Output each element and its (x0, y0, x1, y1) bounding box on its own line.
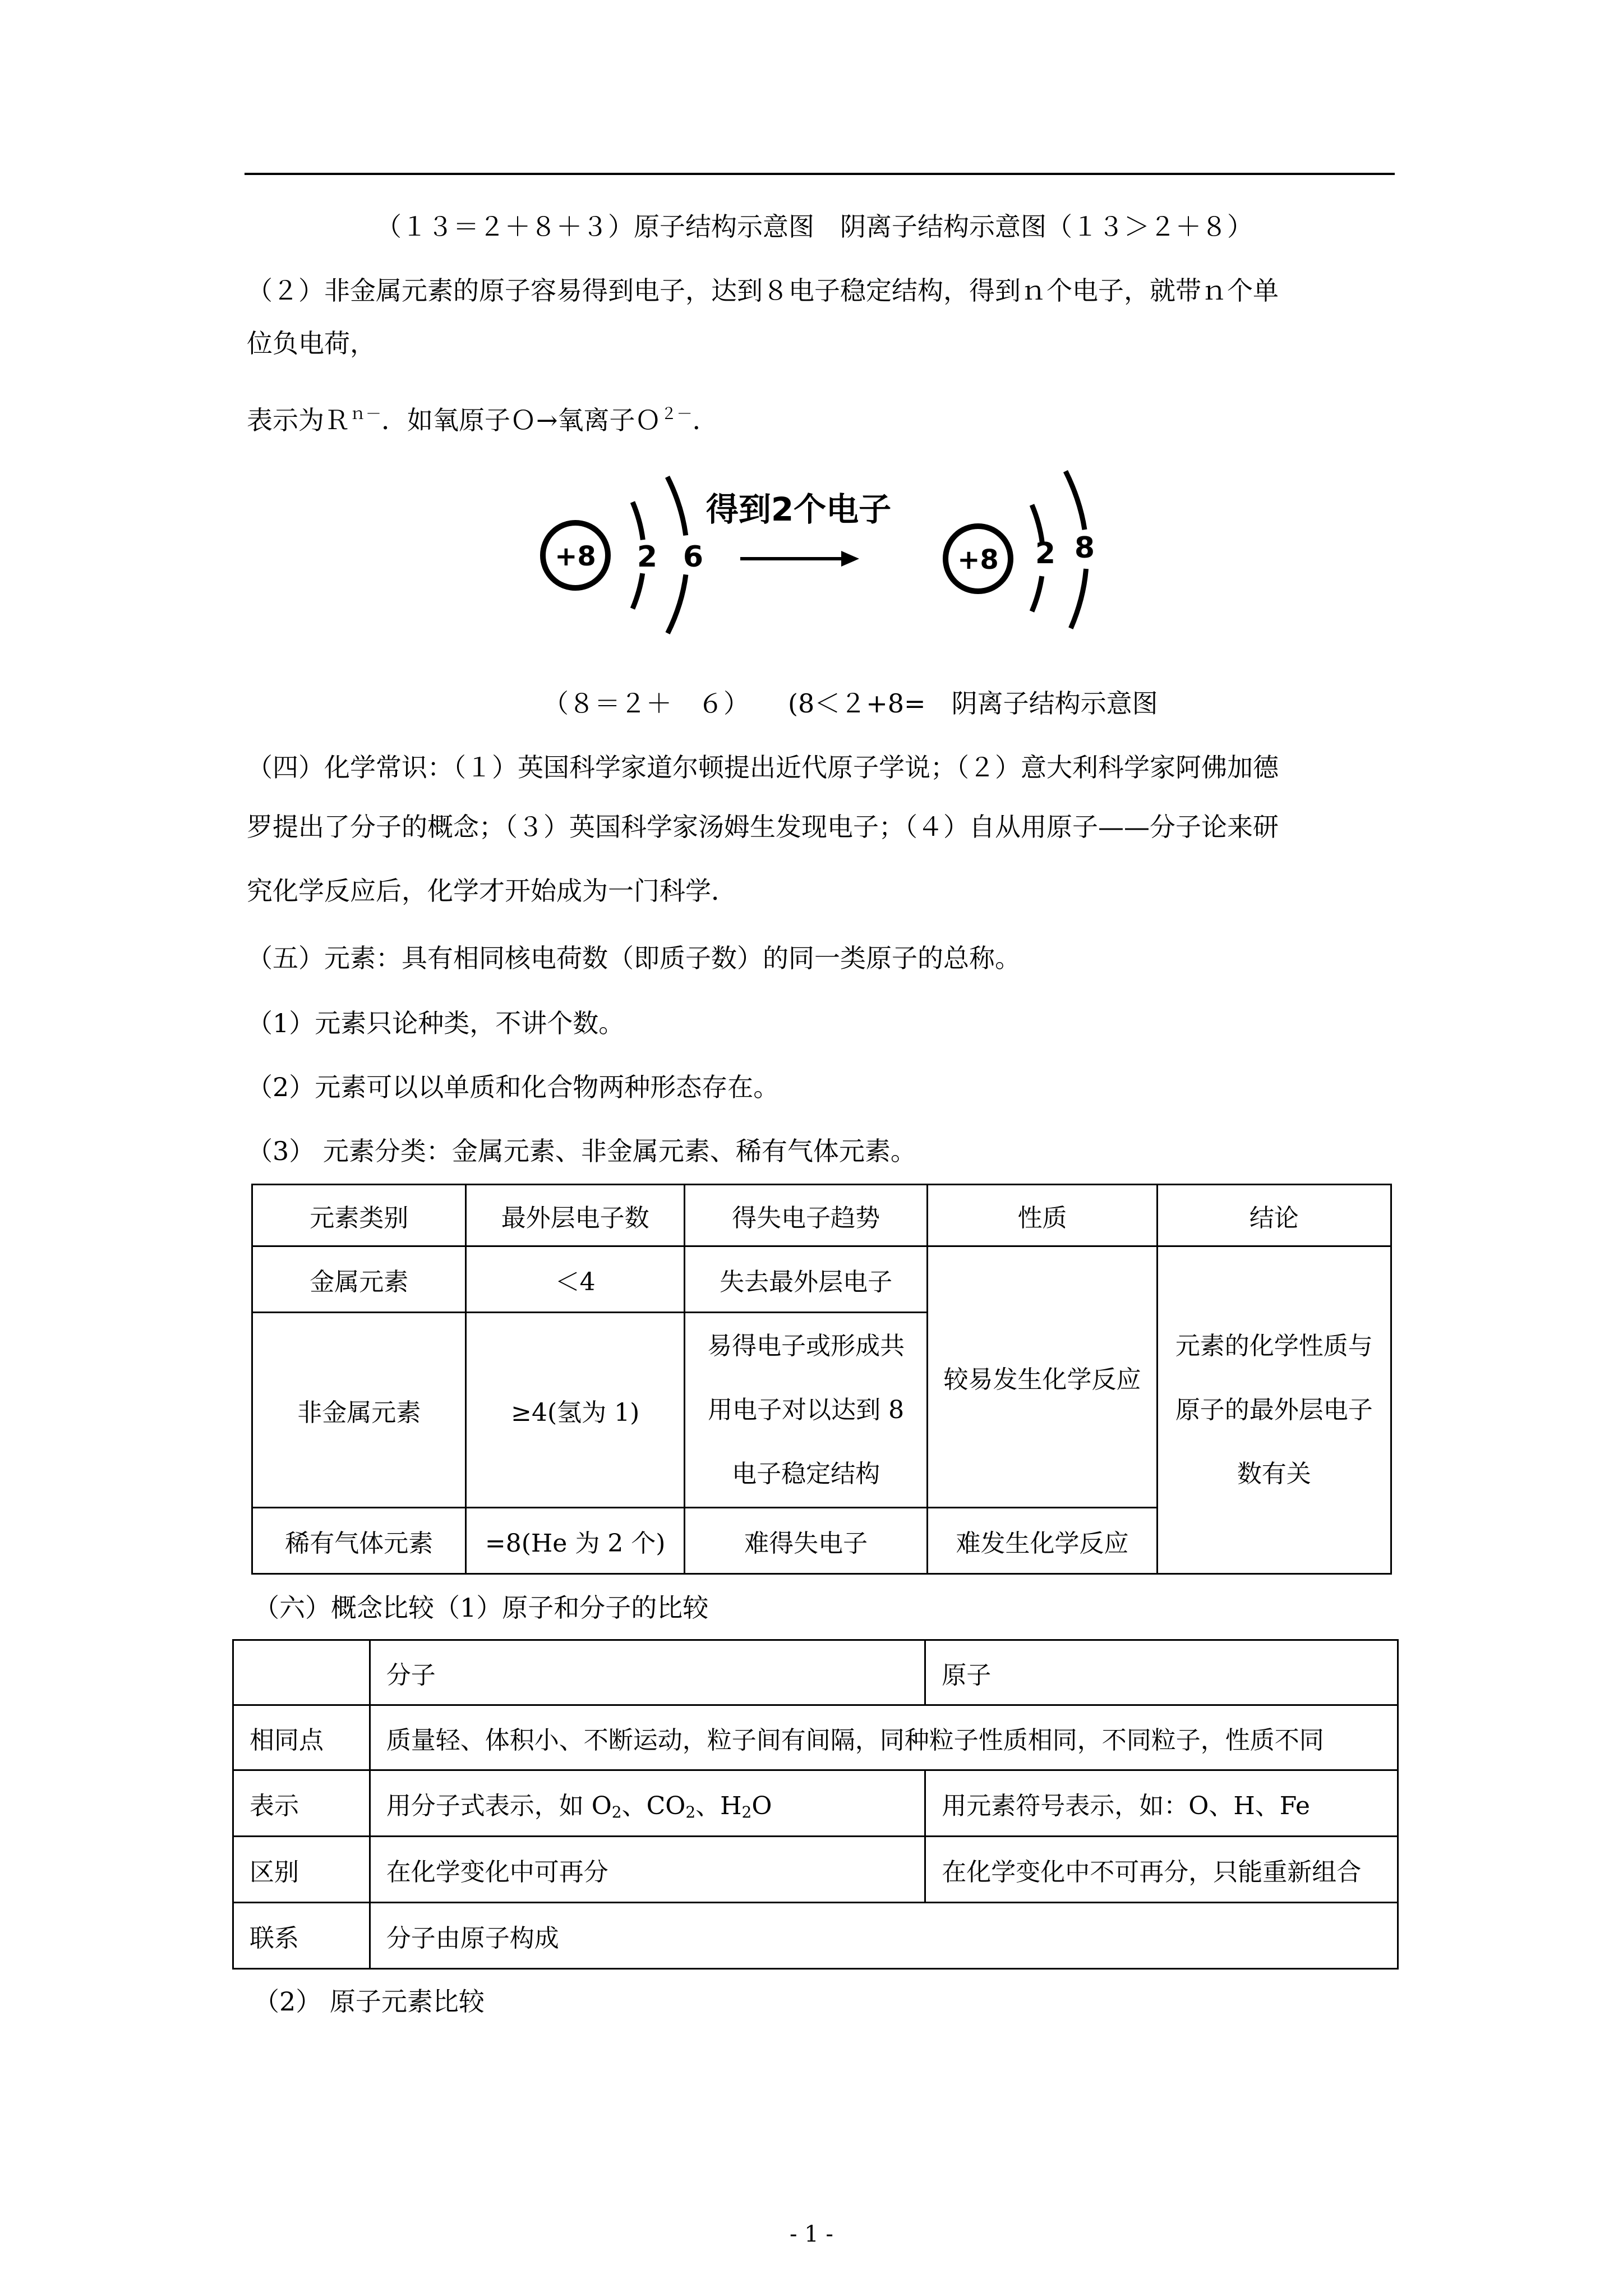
subscript: 2 (685, 1802, 696, 1821)
table-cell: =8(He 为 2 个) (466, 1508, 685, 1574)
text-fragment: 、CO (621, 1791, 686, 1820)
text-fragment: 、H (695, 1791, 742, 1820)
table-cell: 较易发生化学反应 (928, 1246, 1157, 1508)
superscript: ２－ (661, 404, 693, 423)
text-line-chem-common-1: （四）化学常识：（１）英国科学家道尔顿提出近代原子学说；（２）意大利科学家阿佛加德 (247, 752, 1279, 783)
figure-caption: （８＝２＋ ６） (8＜２+8= 阴离子结构示意图 (543, 688, 1158, 719)
table-header-cell: 元素类别 (252, 1185, 466, 1246)
table-cell (233, 1640, 370, 1705)
table-cell: 表示 (233, 1770, 370, 1837)
table-cell: 在化学变化中可再分 (370, 1837, 925, 1903)
arrow-label: 得到2个电子 (706, 490, 892, 528)
text-line-structure-note: （１３＝２＋８＋３）原子结构示意图 阴离子结构示意图（１３＞２＋８） (376, 211, 1253, 242)
table-header-cell: 最外层电子数 (466, 1185, 685, 1246)
table-cell: 联系 (233, 1903, 370, 1969)
text-line-chem-common-2: 罗提出了分子的概念；（３）英国科学家汤姆生发现电子；（４）自从用原子——分子论来研 (247, 812, 1279, 842)
conclusion-line: 元素的化学性质与 (1175, 1331, 1373, 1360)
table-cell (370, 1770, 925, 1837)
table-header-cell: 得失电子趋势 (684, 1185, 927, 1246)
text-line-element-point-1: （1）元素只论种类，不讲个数。 (247, 1008, 625, 1038)
text-fragment: 用分子式表示，如 O (386, 1791, 612, 1820)
table-header-cell: 分子 (370, 1640, 925, 1705)
table-header-cell: 性质 (928, 1185, 1157, 1246)
text-fragment: 表示为Ｒ (247, 405, 350, 435)
trend-line: 用电子对以达到 8 (708, 1395, 905, 1424)
table-cell: 非金属元素 (252, 1313, 466, 1508)
right-nucleus-label: +8 (957, 544, 999, 576)
table-row (252, 1246, 1391, 1313)
table-cell: 用元素符号表示，如：O、H、Fe (925, 1770, 1398, 1837)
table-cell: 稀有气体元素 (252, 1508, 466, 1574)
oxygen-ion-diagram (527, 454, 1110, 656)
right-shell-1-count: 2 (1035, 537, 1056, 570)
text-line-concept-compare: （六）概念比较（1）原子和分子的比较 (253, 1593, 709, 1623)
text-fragment: ． (692, 405, 718, 435)
table-cell: 难发生化学反应 (928, 1508, 1157, 1574)
table-cell: 质量轻、体积小、不断运动，粒子间有间隔，同种粒子性质相同，不同粒子，性质不同 (370, 1705, 1398, 1770)
table-cell: 在化学变化中不可再分，只能重新组合 (925, 1837, 1398, 1903)
table-row (233, 1903, 1398, 1969)
table-row (233, 1770, 1398, 1837)
table-cell: 难得失电子 (684, 1508, 927, 1574)
table-cell: 相同点 (233, 1705, 370, 1770)
text-line-element-definition: （五）元素：具有相同核电荷数（即质子数）的同一类原子的总称。 (247, 943, 1021, 973)
left-shell-1-count: 2 (637, 540, 658, 574)
table-row (233, 1705, 1398, 1770)
trend-line: 易得电子或形成共 (707, 1331, 905, 1360)
atom-molecule-table (232, 1639, 1399, 1970)
subscript: 2 (611, 1802, 622, 1821)
text-line-element-point-3: （3） 元素分类：金属元素、非金属元素、稀有气体元素。 (247, 1136, 916, 1166)
conclusion-line: 数有关 (1237, 1459, 1311, 1488)
text-line-nonmetal: （２）非金属元素的原子容易得到电子，达到８电子稳定结构，得到ｎ个电子，就带ｎ个单 (247, 275, 1279, 306)
header-rule (245, 173, 1395, 175)
table-row (252, 1185, 1391, 1246)
left-shell-2-count: 6 (683, 540, 704, 574)
text-fragment: ．如氧原子Ｏ→氧离子Ｏ (381, 405, 661, 435)
table-cell: 失去最外层电子 (684, 1246, 927, 1313)
table-cell: 区别 (233, 1837, 370, 1903)
table-cell: 金属元素 (252, 1246, 466, 1313)
subscript: 2 (741, 1802, 752, 1821)
page-number: - 1 - (790, 2221, 833, 2247)
table-cell: ＜4 (466, 1246, 685, 1313)
text-line-chem-common-3: 究化学反应后，化学才开始成为一门科学． (247, 876, 737, 906)
table-cell: ≥4(氢为 1) (466, 1313, 685, 1508)
table-cell: 分子由原子构成 (370, 1903, 1398, 1969)
text-line-oxygen-ion (247, 398, 718, 436)
table-row (233, 1640, 1398, 1705)
table-cell-conclusion (1157, 1246, 1391, 1574)
right-shell-2-count: 8 (1074, 531, 1095, 565)
text-line-atom-element-compare: （2） 原子元素比较 (253, 1986, 485, 2017)
superscript: ｎ－ (350, 404, 382, 423)
reaction-arrow-head (841, 551, 859, 567)
table-cell-trend (684, 1313, 927, 1508)
text-line-negative-charge: 位负电荷， (247, 328, 376, 358)
trend-line: 电子稳定结构 (732, 1459, 880, 1488)
text-line-element-point-2: （2）元素可以以单质和化合物两种形态存在。 (247, 1072, 780, 1102)
element-classification-table (251, 1184, 1392, 1575)
left-nucleus-label: +8 (555, 541, 596, 572)
table-row (233, 1837, 1398, 1903)
conclusion-line: 原子的最外层电子 (1175, 1395, 1373, 1424)
table-header-cell: 原子 (925, 1640, 1398, 1705)
table-header-cell: 结论 (1157, 1185, 1391, 1246)
text-fragment: O (751, 1791, 772, 1820)
